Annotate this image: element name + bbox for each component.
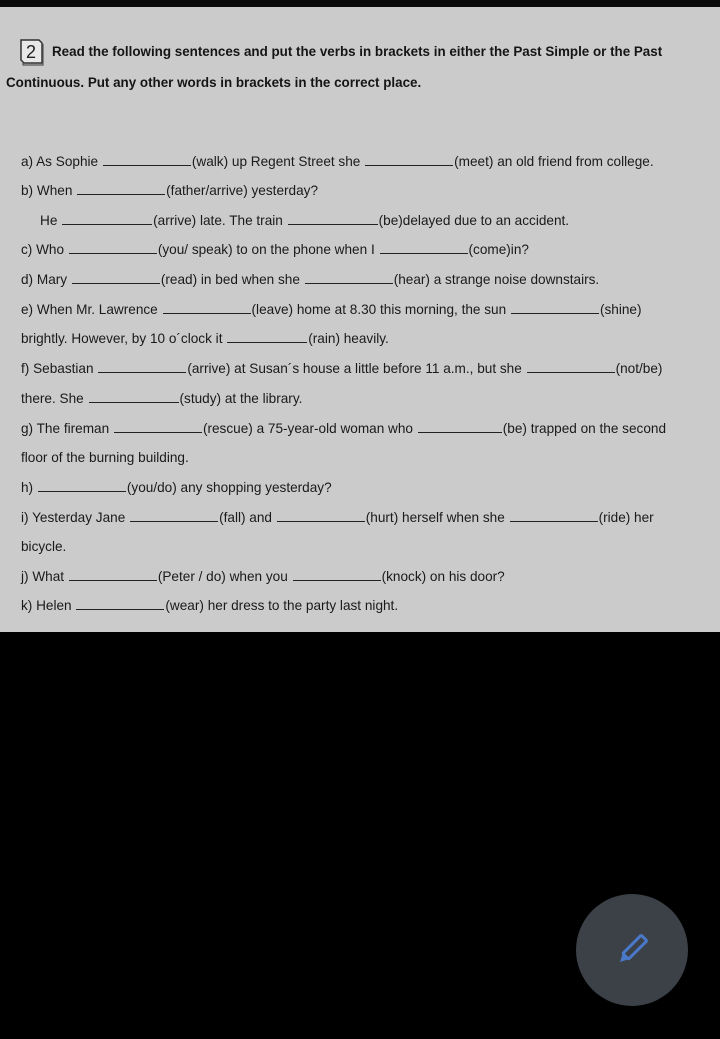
answer-blank (72, 272, 160, 284)
answer-blank (62, 213, 152, 225)
line-text: e) When Mr. Lawrence (21, 302, 162, 317)
line-text: (hear) a strange noise downstairs. (393, 272, 600, 287)
line-text: (arrive) at Susan´s house a little before 11 a.m., but she (187, 361, 526, 376)
line-text: (Peter / do) when you (157, 569, 292, 584)
answer-blank (277, 510, 365, 522)
answer-blank (69, 569, 157, 581)
answer-blank (305, 272, 393, 284)
line-text: (leave) home at 8.30 this morning, the sun (251, 302, 510, 317)
line-text: (study) at the library. (179, 391, 303, 406)
line-text: (rain) heavily. (308, 331, 389, 346)
line-text: (father/arrive) yesterday? (166, 183, 319, 198)
exercise-line (21, 598, 398, 613)
exercise-line (21, 331, 389, 346)
exercise-number: 2 (25, 42, 37, 62)
line-text: (ride) her (598, 510, 654, 525)
answer-blank (103, 154, 191, 166)
answer-blank (69, 242, 157, 254)
answer-blank (77, 183, 165, 195)
line-text: (rescue) a 75-year-old woman who (202, 421, 417, 436)
line-text: (not/be) (615, 361, 663, 376)
line-text: j) What (21, 569, 68, 584)
line-text: (read) in bed when she (160, 272, 304, 287)
edit-button[interactable] (576, 894, 688, 1006)
line-text: brightly. However, by 10 o´clock it (21, 331, 227, 346)
answer-blank (114, 421, 202, 433)
answer-blank (510, 510, 598, 522)
exercise-line (21, 183, 318, 198)
line-text: bicycle. (21, 539, 67, 554)
answer-blank (511, 302, 599, 314)
line-text: (walk) up Regent Street she (191, 154, 365, 169)
exercise-line (21, 272, 599, 287)
exercise-line (21, 154, 654, 169)
answer-blank (380, 242, 468, 254)
answer-blank (163, 302, 251, 314)
line-text: (be) trapped on the second (502, 421, 667, 436)
line-text: (you/do) any shopping yesterday? (126, 480, 332, 495)
answer-blank (527, 361, 615, 373)
answer-blank (38, 480, 126, 492)
answer-blank (288, 213, 378, 225)
exercise-line (21, 421, 666, 436)
line-text: (meet) an old friend from college. (454, 154, 654, 169)
exercise-line (21, 391, 302, 406)
line-text: (you/ speak) to on the phone when I (157, 242, 379, 257)
answer-blank (89, 391, 179, 403)
answer-blank (98, 361, 186, 373)
answer-blank (293, 569, 381, 581)
exercise-line (40, 213, 569, 228)
answer-blank (130, 510, 218, 522)
exercise-number-badge (18, 37, 44, 67)
line-text: h) (21, 480, 37, 495)
top-bar (0, 0, 720, 7)
exercise-line (21, 302, 642, 317)
line-text: floor of the burning building. (21, 450, 189, 465)
line-text: c) Who (21, 242, 68, 257)
answer-blank (365, 154, 453, 166)
pencil-icon (611, 929, 653, 971)
line-text: (wear) her dress to the party last night. (165, 598, 399, 613)
answer-blank (418, 421, 502, 433)
line-text: d) Mary (21, 272, 71, 287)
exercise-line (21, 361, 662, 376)
answer-blank (76, 598, 164, 610)
instruction-line-1: Read the following sentences and put the verbs in brackets in either the Past Simple or the Past (52, 44, 663, 59)
exercise-line (21, 569, 505, 584)
line-text: i) Yesterday Jane (21, 510, 130, 525)
line-text: a) As Sophie (21, 154, 102, 169)
line-text: k) Helen (21, 598, 76, 613)
line-text: there. She (21, 391, 88, 406)
answer-blank (227, 331, 307, 343)
line-text: b) When (21, 183, 77, 198)
line-text: (hurt) herself when she (365, 510, 509, 525)
line-text: (come)in? (468, 242, 529, 257)
line-text: g) The fireman (21, 421, 113, 436)
line-text: (knock) on his door? (381, 569, 505, 584)
exercise-line (21, 480, 332, 495)
line-text: (fall) and (219, 510, 276, 525)
exercise-line (21, 242, 529, 257)
line-text: He (40, 213, 62, 228)
line-text: (be)delayed due to an accident. (378, 213, 570, 228)
worksheet-image (0, 7, 720, 632)
exercise-line (21, 450, 189, 465)
line-text: (shine) (599, 302, 642, 317)
line-text: f) Sebastian (21, 361, 98, 376)
exercise-line (21, 539, 66, 554)
line-text: (arrive) late. The train (153, 213, 287, 228)
instruction-line-2: Continuous. Put any other words in brackets in the correct place. (6, 75, 422, 90)
exercise-line (21, 510, 654, 525)
